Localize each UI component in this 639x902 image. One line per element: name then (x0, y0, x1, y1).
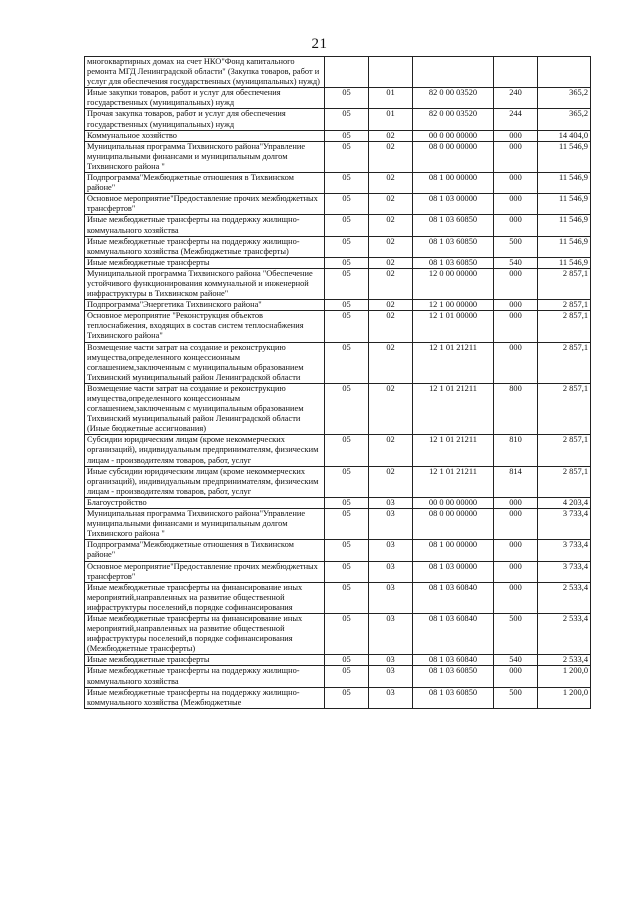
subsection-code-cell: 02 (369, 173, 413, 194)
section-code-cell: 05 (325, 613, 369, 654)
amount-cell: 14 404,0 (538, 130, 591, 141)
row-name-cell: Иные субсидии юридическим лицам (кроме некоммерческих организаций), индивидуальным предпринимателям, физическим лицам - производителям товаров, работ, услуг (85, 466, 325, 497)
target-article-cell: 12 1 00 00000 (413, 300, 494, 311)
subsection-code-cell: 02 (369, 268, 413, 299)
target-article-cell: 08 0 00 00000 (413, 141, 494, 172)
section-code-cell: 05 (325, 655, 369, 666)
amount-cell: 3 733,4 (538, 561, 591, 582)
target-article-cell: 08 1 00 00000 (413, 540, 494, 561)
amount-cell: 2 857,1 (538, 300, 591, 311)
subsection-code-cell: 03 (369, 509, 413, 540)
subsection-code-cell: 03 (369, 561, 413, 582)
amount-cell: 11 546,9 (538, 236, 591, 257)
section-code-cell: 05 (325, 268, 369, 299)
amount-cell: 2 857,1 (538, 268, 591, 299)
section-code-cell: 05 (325, 257, 369, 268)
amount-cell: 11 546,9 (538, 215, 591, 236)
target-article-cell: 08 1 03 60840 (413, 655, 494, 666)
expense-type-cell: 000 (494, 311, 538, 342)
subsection-code-cell: 02 (369, 257, 413, 268)
subsection-code-cell: 03 (369, 540, 413, 561)
table-row (85, 655, 591, 666)
expense-type-cell: 000 (494, 497, 538, 508)
subsection-code-cell: 03 (369, 655, 413, 666)
table-row (85, 666, 591, 687)
table-row (85, 130, 591, 141)
section-code-cell: 05 (325, 582, 369, 613)
row-name-cell: Муниципальная программа Тихвинского района"Управление муниципальными финансами и муниципальным долгом Тихвинского района " (85, 509, 325, 540)
expense-type-cell: 800 (494, 383, 538, 434)
row-name-cell: многоквартирных домах на счет НКО"Фонд капитального ремонта МГД Ленинградской области" (Закупка товаров, работ и услуг для обеспечения государственных (муниципальных) нужд) (85, 57, 325, 88)
section-code-cell: 05 (325, 173, 369, 194)
section-code-cell: 05 (325, 509, 369, 540)
target-article-cell: 08 1 03 60840 (413, 582, 494, 613)
table-row (85, 141, 591, 172)
table-row (85, 311, 591, 342)
expense-type-cell: 540 (494, 655, 538, 666)
section-code-cell: 05 (325, 466, 369, 497)
amount-cell: 2 857,1 (538, 311, 591, 342)
subsection-code-cell: 02 (369, 342, 413, 383)
page-number: 21 (311, 36, 328, 52)
row-name-cell: Коммунальное хозяйство (85, 130, 325, 141)
amount-cell: 1 200,0 (538, 687, 591, 708)
table-row (85, 215, 591, 236)
target-article-cell: 82 0 00 03520 (413, 88, 494, 109)
row-name-cell: Подпрограмма"Межбюджетные отношения в Тихвинском районе" (85, 540, 325, 561)
section-code-cell: 05 (325, 141, 369, 172)
row-name-cell: Основное мероприятие"Предоставление прочих межбюджетных трансфертов" (85, 561, 325, 582)
table-row (85, 497, 591, 508)
row-name-cell: Основное мероприятие"Предоставление прочих межбюджетных трансфертов" (85, 194, 325, 215)
amount-cell: 2 533,4 (538, 582, 591, 613)
target-article-cell: 12 0 00 00000 (413, 268, 494, 299)
subsection-code-cell (369, 57, 413, 88)
row-name-cell: Подпрограмма"Энергетика Тихвинского района" (85, 300, 325, 311)
expense-type-cell: 500 (494, 687, 538, 708)
table-row (85, 194, 591, 215)
target-article-cell: 08 1 03 60850 (413, 215, 494, 236)
table-row (85, 236, 591, 257)
target-article-cell: 08 1 03 60850 (413, 666, 494, 687)
section-code-cell: 05 (325, 311, 369, 342)
amount-cell (538, 57, 591, 88)
amount-cell: 11 546,9 (538, 257, 591, 268)
expense-type-cell: 810 (494, 435, 538, 466)
section-code-cell: 05 (325, 300, 369, 311)
expense-type-cell: 000 (494, 342, 538, 383)
target-article-cell: 12 1 01 21211 (413, 383, 494, 434)
amount-cell: 11 546,9 (538, 141, 591, 172)
table-row (85, 687, 591, 708)
table-row (85, 88, 591, 109)
expense-type-cell: 000 (494, 561, 538, 582)
section-code-cell: 05 (325, 497, 369, 508)
row-name-cell: Иные межбюджетные трансферты на поддержку жилищно-коммунального хозяйства (Межбюджетные (85, 687, 325, 708)
target-article-cell: 08 1 03 60850 (413, 257, 494, 268)
expense-type-cell: 000 (494, 141, 538, 172)
row-name-cell: Подпрограмма"Межбюджетные отношения в Тихвинском районе" (85, 173, 325, 194)
row-name-cell: Основное мероприятие "Реконструкция объектов теплоснабжения, входящих в состав систем теплоснабжения Тихвинского района" (85, 311, 325, 342)
expense-type-cell: 000 (494, 215, 538, 236)
expense-type-cell: 000 (494, 540, 538, 561)
subsection-code-cell: 02 (369, 435, 413, 466)
section-code-cell: 05 (325, 561, 369, 582)
target-article-cell: 08 1 00 00000 (413, 173, 494, 194)
expense-type-cell: 244 (494, 109, 538, 130)
row-name-cell: Иные межбюджетные трансферты на поддержку жилищно-коммунального хозяйства (85, 215, 325, 236)
expense-type-cell: 540 (494, 257, 538, 268)
target-article-cell: 12 1 01 21211 (413, 466, 494, 497)
table-row (85, 383, 591, 434)
row-name-cell: Иные межбюджетные трансферты на финансирование иных мероприятий,направленных на развитие общественной инфраструктуры поселений,в порядке софинансирования (85, 582, 325, 613)
row-name-cell: Иные закупки товаров, работ и услуг для обеспечения государственных (муниципальных) нужд (85, 88, 325, 109)
target-article-cell: 08 1 03 60840 (413, 613, 494, 654)
amount-cell: 11 546,9 (538, 194, 591, 215)
expense-type-cell: 000 (494, 194, 538, 215)
expense-type-cell (494, 57, 538, 88)
amount-cell: 1 200,0 (538, 666, 591, 687)
section-code-cell: 05 (325, 687, 369, 708)
section-code-cell (325, 57, 369, 88)
expense-type-cell: 240 (494, 88, 538, 109)
amount-cell: 365,2 (538, 88, 591, 109)
subsection-code-cell: 03 (369, 582, 413, 613)
subsection-code-cell: 02 (369, 236, 413, 257)
row-name-cell: Муниципальная программа Тихвинского района"Управление муниципальными финансами и муниципальным долгом Тихвинского района " (85, 141, 325, 172)
target-article-cell: 12 1 01 21211 (413, 342, 494, 383)
subsection-code-cell: 02 (369, 130, 413, 141)
expense-type-cell: 814 (494, 466, 538, 497)
row-name-cell: Благоустройство (85, 497, 325, 508)
table-row (85, 57, 591, 88)
amount-cell: 2 857,1 (538, 383, 591, 434)
row-name-cell: Иные межбюджетные трансферты (85, 655, 325, 666)
budget-table (84, 56, 591, 709)
table-row (85, 268, 591, 299)
section-code-cell: 05 (325, 236, 369, 257)
subsection-code-cell: 03 (369, 687, 413, 708)
amount-cell: 365,2 (538, 109, 591, 130)
subsection-code-cell: 03 (369, 497, 413, 508)
subsection-code-cell: 02 (369, 194, 413, 215)
subsection-code-cell: 03 (369, 613, 413, 654)
target-article-cell: 08 0 00 00000 (413, 509, 494, 540)
amount-cell: 2 533,4 (538, 655, 591, 666)
table-row (85, 561, 591, 582)
section-code-cell: 05 (325, 215, 369, 236)
expense-type-cell: 500 (494, 236, 538, 257)
row-name-cell: Прочая закупка товаров, работ и услуг для обеспечения государственных (муниципальных) нужд (85, 109, 325, 130)
target-article-cell: 00 0 00 00000 (413, 130, 494, 141)
row-name-cell: Муниципальной программа Тихвинского района "Обеспечение устойчивого функционирования коммунальной и инженерной инфраструктуры в Тихвинском районе" (85, 268, 325, 299)
row-name-cell: Субсидии юридическим лицам (кроме некоммерческих организаций), индивидуальным предпринимателям, физическим лицам - производителям товаров, работ, услуг (85, 435, 325, 466)
expense-type-cell: 000 (494, 509, 538, 540)
target-article-cell: 12 1 01 21211 (413, 435, 494, 466)
table-row (85, 109, 591, 130)
section-code-cell: 05 (325, 130, 369, 141)
row-name-cell: Возмещение части затрат на создание и реконструкцию имущества,определенного концессионным соглашением,заключенным с муниципальным образованием Тихвинский муниципальный район Ленинградской области (85, 342, 325, 383)
target-article-cell: 00 0 00 00000 (413, 497, 494, 508)
subsection-code-cell: 02 (369, 383, 413, 434)
table-row (85, 540, 591, 561)
amount-cell: 3 733,4 (538, 509, 591, 540)
expense-type-cell: 000 (494, 268, 538, 299)
section-code-cell: 05 (325, 194, 369, 215)
subsection-code-cell: 02 (369, 300, 413, 311)
row-name-cell: Иные межбюджетные трансферты (85, 257, 325, 268)
subsection-code-cell: 02 (369, 466, 413, 497)
table-row (85, 582, 591, 613)
section-code-cell: 05 (325, 540, 369, 561)
target-article-cell: 08 1 03 00000 (413, 194, 494, 215)
target-article-cell: 12 1 01 00000 (413, 311, 494, 342)
row-name-cell: Возмещение части затрат на создание и реконструкцию имущества,определенного концессионным соглашением,заключенным с муниципальным образованием Тихвинский муниципальный район Ленинградской области (Иные бюджетные ассигнования) (85, 383, 325, 434)
expense-type-cell: 500 (494, 613, 538, 654)
amount-cell: 2 533,4 (538, 613, 591, 654)
section-code-cell: 05 (325, 342, 369, 383)
expense-type-cell: 000 (494, 582, 538, 613)
amount-cell: 2 857,1 (538, 342, 591, 383)
target-article-cell: 82 0 00 03520 (413, 109, 494, 130)
subsection-code-cell: 03 (369, 666, 413, 687)
table-row (85, 300, 591, 311)
amount-cell: 4 203,4 (538, 497, 591, 508)
section-code-cell: 05 (325, 435, 369, 466)
subsection-code-cell: 02 (369, 141, 413, 172)
amount-cell: 3 733,4 (538, 540, 591, 561)
target-article-cell (413, 57, 494, 88)
table-row (85, 435, 591, 466)
section-code-cell: 05 (325, 383, 369, 434)
amount-cell: 2 857,1 (538, 466, 591, 497)
table-row (85, 173, 591, 194)
target-article-cell: 08 1 03 60850 (413, 687, 494, 708)
expense-type-cell: 000 (494, 130, 538, 141)
table-row (85, 613, 591, 654)
amount-cell: 11 546,9 (538, 173, 591, 194)
target-article-cell: 08 1 03 60850 (413, 236, 494, 257)
subsection-code-cell: 02 (369, 215, 413, 236)
target-article-cell: 08 1 03 00000 (413, 561, 494, 582)
section-code-cell: 05 (325, 88, 369, 109)
amount-cell: 2 857,1 (538, 435, 591, 466)
section-code-cell: 05 (325, 666, 369, 687)
subsection-code-cell: 01 (369, 88, 413, 109)
subsection-code-cell: 02 (369, 311, 413, 342)
expense-type-cell: 000 (494, 173, 538, 194)
row-name-cell: Иные межбюджетные трансферты на поддержку жилищно-коммунального хозяйства (85, 666, 325, 687)
table-row (85, 466, 591, 497)
section-code-cell: 05 (325, 109, 369, 130)
row-name-cell: Иные межбюджетные трансферты на финансирование иных мероприятий,направленных на развитие общественной инфраструктуры поселений,в порядке софинансирования (Межбюджетные трансферты) (85, 613, 325, 654)
expense-type-cell: 000 (494, 666, 538, 687)
row-name-cell: Иные межбюджетные трансферты на поддержку жилищно-коммунального хозяйства (Межбюджетные трансферты) (85, 236, 325, 257)
table-row (85, 257, 591, 268)
expense-type-cell: 000 (494, 300, 538, 311)
table-row (85, 342, 591, 383)
budget-table-body (85, 57, 591, 709)
subsection-code-cell: 01 (369, 109, 413, 130)
table-row (85, 509, 591, 540)
